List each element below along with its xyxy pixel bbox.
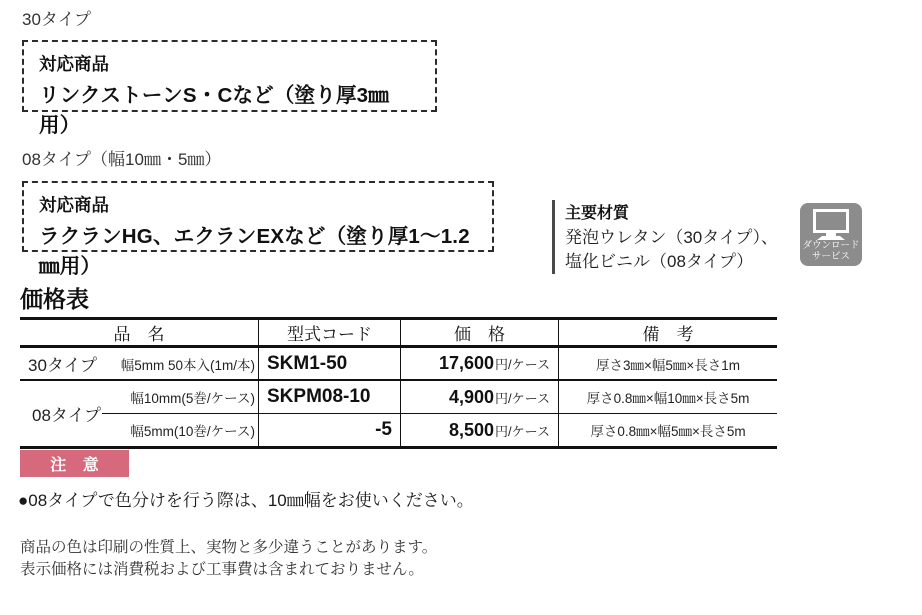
- header-product-name: 品 名: [113, 325, 165, 344]
- price-unit: 円/ケース: [495, 357, 550, 372]
- table-row: [20, 348, 777, 381]
- product-spec-label: 幅5mm 50本入(1m/本): [120, 357, 255, 373]
- remarks-cell: 厚さ3㎜×幅5㎜×長さ1m: [558, 348, 777, 379]
- type30-heading: 30タイプ: [22, 10, 92, 29]
- footnotes: [20, 537, 437, 581]
- download-service-badge[interactable]: [800, 203, 862, 266]
- price-table: [20, 317, 777, 449]
- price-cell: [400, 348, 558, 379]
- price-table-header-row: [20, 320, 777, 348]
- table-row-group: [20, 381, 777, 446]
- compatible-products-title: 対応商品: [39, 195, 109, 215]
- product-type-label: 30タイプ: [28, 356, 98, 375]
- type08-heading: 08タイプ（幅10㎜・5㎜）: [22, 150, 222, 169]
- main-materials-section: [552, 200, 778, 274]
- model-code-cell: -5: [259, 413, 400, 446]
- price-cell: [401, 381, 558, 413]
- remarks-cell: 厚さ0.8㎜×幅10㎜×長さ5m: [586, 391, 750, 406]
- remarks-cell: 厚さ0.8㎜×幅5㎜×長さ5m: [559, 413, 777, 446]
- product-spec-label: 幅10mm(5巻/ケース): [130, 391, 255, 406]
- product-spec-label: 幅5mm(10巻/ケース): [102, 413, 258, 446]
- product-type-label: 08タイプ: [32, 406, 102, 425]
- download-service-label: ダウンロード サービス: [802, 240, 860, 262]
- compatible-products-title: 対応商品: [39, 54, 109, 74]
- product-name-cell: [20, 381, 258, 446]
- header-model-code: 型式コード: [258, 320, 400, 345]
- model-code-cell: SKPM08-10: [267, 386, 371, 407]
- price-unit: 円/ケース: [495, 423, 550, 439]
- footnote-line: 商品の色は印刷の性質上、実物と多少違うことがあります。: [20, 539, 438, 556]
- monitor-icon: [800, 209, 862, 240]
- main-materials-line: 発泡ウレタン（30タイプ）、: [565, 228, 779, 247]
- price-value: 17,600: [438, 353, 495, 373]
- compatible-products-list: リンクストーンS・Cなど（塗り厚3㎜用）: [39, 84, 389, 137]
- notice-badge: 注 意: [20, 450, 129, 477]
- notice-text: ●08タイプで色分けを行う際は、10㎜幅をお使いください。: [18, 491, 474, 510]
- compatible-products-list: ラクランHG、エクランEXなど（塗り厚1～1.2㎜用）: [39, 225, 470, 278]
- price-table-title: 価格表: [20, 286, 89, 312]
- type30-compatible-products-box: [22, 40, 437, 137]
- footnote-line: 表示価格には消費税および工事費は含まれておりません。: [20, 561, 424, 578]
- price-value: 8,500: [448, 419, 495, 440]
- header-price: 価 格: [400, 320, 558, 345]
- price-cell: [401, 413, 558, 446]
- main-materials-title: 主要材質: [565, 205, 630, 222]
- product-name-cell: [20, 348, 258, 379]
- main-materials-line: 塩化ビニル（08タイプ）: [565, 252, 754, 271]
- type08-compatible-products-box: [22, 181, 494, 278]
- model-code-cell: SKM1-50: [258, 348, 400, 379]
- price-unit: 円/ケース: [495, 390, 550, 406]
- header-remarks: 備 考: [558, 320, 777, 345]
- price-value: 4,900: [448, 386, 495, 407]
